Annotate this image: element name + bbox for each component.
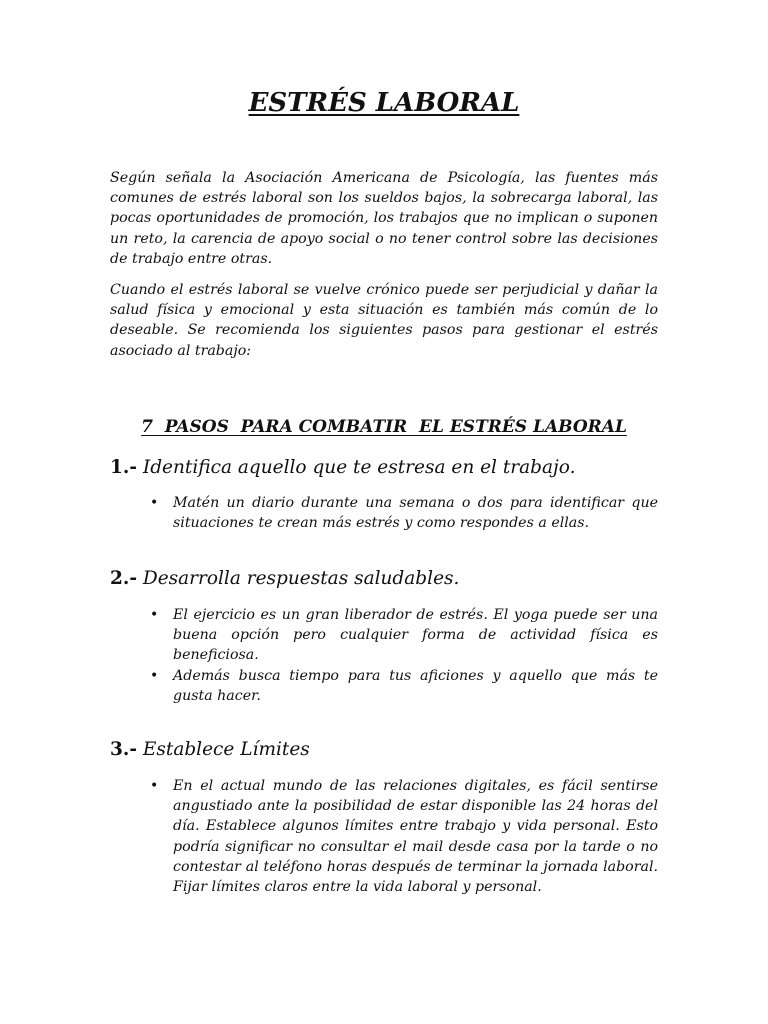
bullet-text: Además busca tiempo para tus aficiones y aquello que más te gusta hacer. (173, 667, 658, 704)
step-3-number: 3.- (110, 739, 137, 760)
intro-paragraph-1: Según señala la Asociación Americana de Psicología, las fuentes más comunes de estrés laboral son los sueldos bajos, la sobrecarga laboral, las pocas oportunidades de promoción, los trabajos que no implican o suponen un reto, la carencia de apoyo social o no tener control sobre las decisiones de trabajo entre otras. (110, 170, 658, 267)
list-item (150, 605, 658, 666)
bullet-text: El ejercicio es un gran liberador de estrés. El yoga puede ser una buena opción pero cualquier forma de actividad física es beneficiosa. (173, 607, 658, 664)
section-subtitle: 7 PASOS PARA COMBATIR EL ESTRÉS LABORAL (141, 417, 627, 437)
step-2-title: Desarrolla respuestas saludables. (137, 568, 460, 589)
step-2-bullet-list (150, 605, 658, 706)
bullet-icon: • (150, 778, 159, 794)
list-item (150, 493, 658, 533)
bullet-icon: • (150, 495, 159, 511)
list-item (150, 776, 658, 897)
step-1-title: Identifica aquello que te estresa en el trabajo. (137, 457, 576, 478)
step-2-number: 2.- (110, 568, 137, 589)
step-1-bullet-list (150, 493, 658, 533)
step-3-bullet-list (150, 776, 658, 897)
step-3-title: Establece Límites (137, 739, 310, 760)
list-item (150, 666, 658, 706)
bullet-text: En el actual mundo de las relaciones digitales, es fácil sentirse angustiado ante la posibilidad de estar disponible las 24 horas del día. Establece algunos límites entre trabajo y vida personal. Esto podría significar no consultar el mail desde casa por la tarde o no contestar al teléfono horas después de terminar la jornada laboral. Fijar límites claros entre la vida laboral y personal. (173, 778, 658, 896)
document-title: ESTRÉS LABORAL (248, 88, 520, 118)
bullet-icon: • (150, 667, 159, 684)
step-3-heading (110, 737, 670, 763)
intro-paragraph-2: Cuando el estrés laboral se vuelve crónico puede ser perjudicial y dañar la salud física y emocional y esta situación es también más común de lo deseable. Se recomienda los siguientes pasos para gestionar el estrés asociado al trabajo: (110, 282, 658, 359)
step-1-number: 1.- (110, 457, 137, 478)
step-2-heading (110, 566, 670, 592)
bullet-text: Matén un diario durante una semana o dos para identificar que situaciones te crean más estrés y como respondes a ellas. (173, 495, 658, 532)
step-1-heading (110, 455, 670, 481)
bullet-icon: • (150, 607, 159, 623)
